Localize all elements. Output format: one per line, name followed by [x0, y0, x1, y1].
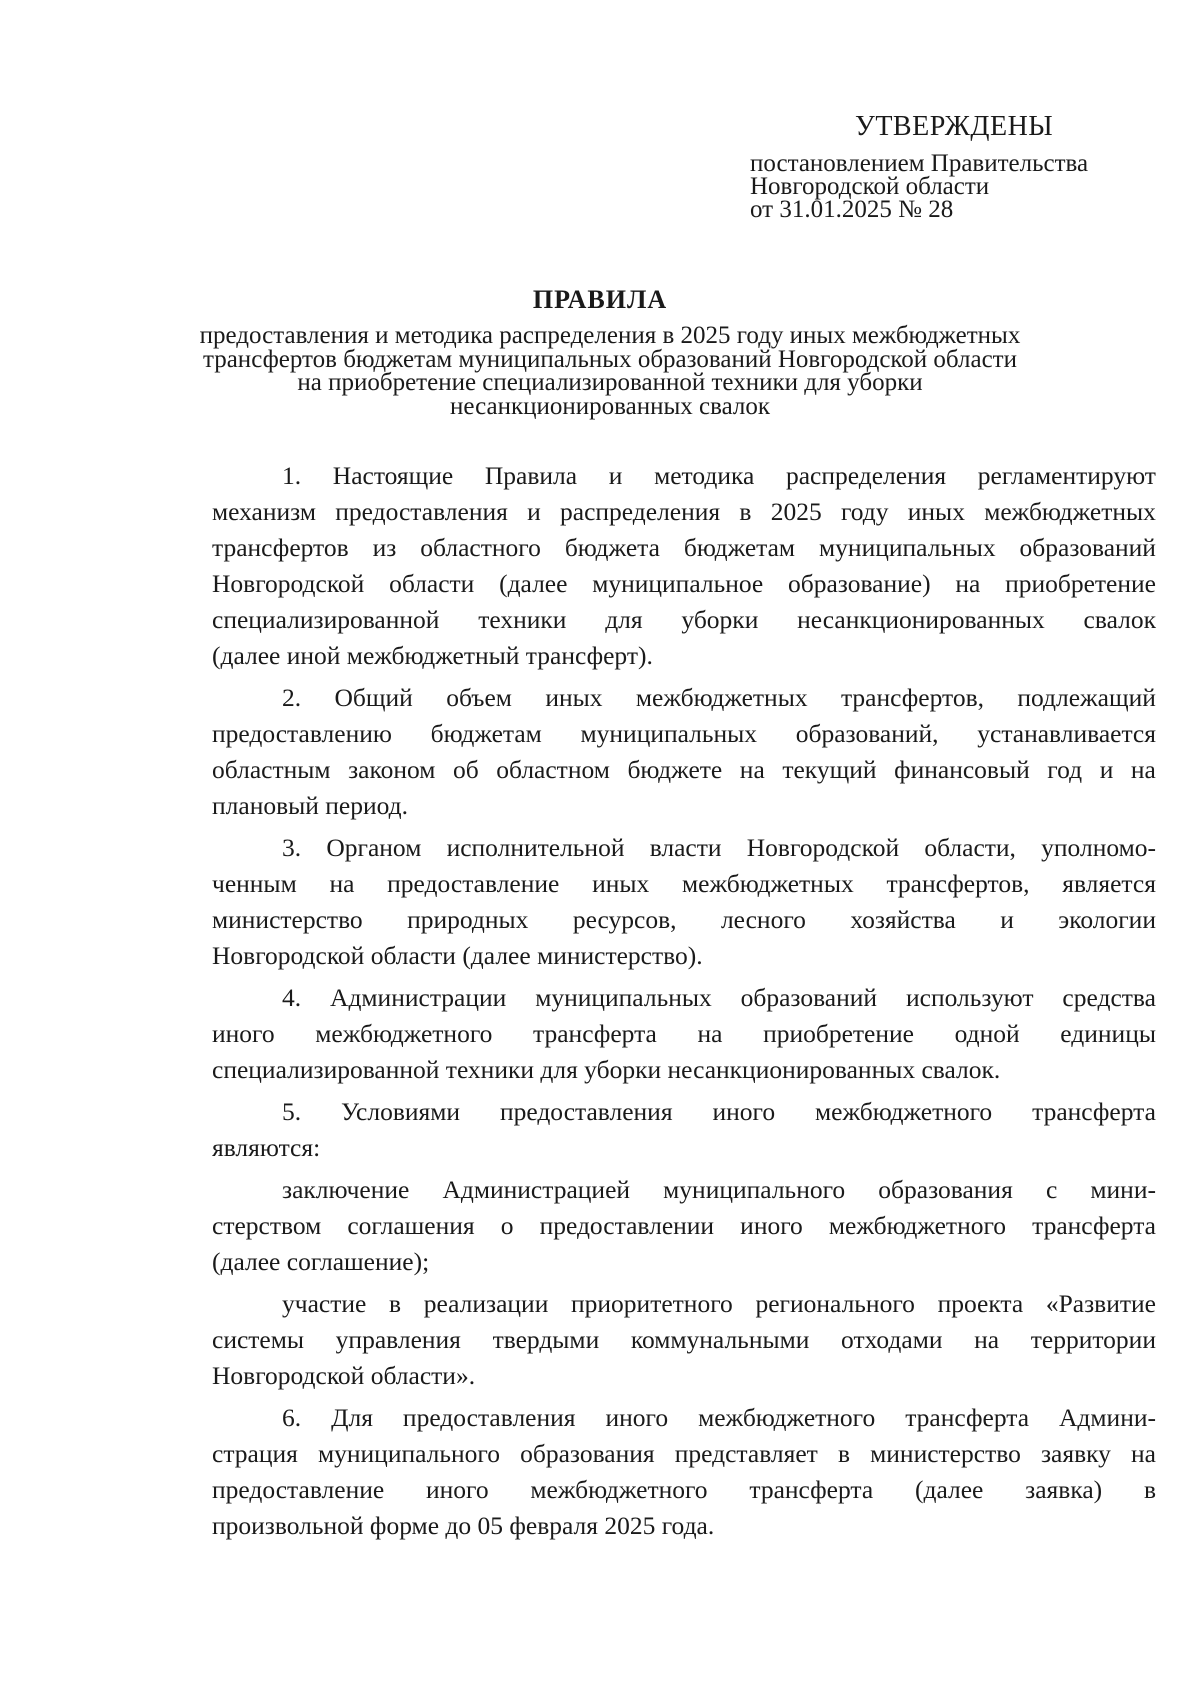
word: на: [329, 869, 355, 898]
word: и: [527, 497, 541, 526]
word: на: [739, 755, 765, 784]
document-subtitle: [180, 324, 1040, 418]
word: 5.: [282, 1097, 302, 1126]
word: твердыми: [492, 1325, 600, 1354]
word: соглашения: [347, 1211, 475, 1240]
paragraph-3: [212, 830, 1156, 974]
approval-title: УТВЕРЖДЕНЫ: [855, 111, 1054, 142]
word: бюджете: [627, 755, 723, 784]
word: коммунальными: [630, 1325, 810, 1354]
word: устанавливается: [977, 719, 1156, 748]
word: на: [974, 1325, 1000, 1354]
text-line: [212, 1094, 1156, 1130]
paragraph-5-condition-2: [212, 1286, 1156, 1394]
word: уборки: [681, 605, 759, 634]
word: приобретение: [1005, 569, 1156, 598]
word: Для: [331, 1403, 373, 1432]
word: ресурсов,: [572, 905, 677, 934]
word: образование): [788, 569, 931, 598]
word: механизм: [212, 497, 316, 526]
subtitle-line: несанкционированных свалок: [449, 392, 771, 420]
word: иного: [212, 1019, 275, 1048]
word: распределения: [560, 497, 721, 526]
word: в: [837, 1439, 851, 1468]
word: для: [605, 605, 643, 634]
word: заключение: [282, 1175, 410, 1204]
word: экологии: [1058, 905, 1156, 934]
word: предоставления: [335, 497, 508, 526]
text-line: [212, 602, 1156, 638]
word: образований: [1019, 533, 1156, 562]
text-line: [212, 1172, 1156, 1208]
text-line: являются:: [212, 1133, 321, 1162]
word: образований,: [795, 719, 939, 748]
word: иных: [907, 497, 965, 526]
word: предоставление: [387, 869, 560, 898]
word: на: [697, 1019, 723, 1048]
word: Правила: [484, 461, 578, 490]
word: год: [1047, 755, 1083, 784]
word: предоставлению: [212, 719, 392, 748]
subtitle-line: трансфертов бюджетам муниципальных образований Новгородской области: [202, 345, 1017, 373]
text-line: [212, 530, 1156, 566]
word: природных: [407, 905, 529, 934]
word: мини-: [1090, 1175, 1156, 1204]
text-line: [212, 716, 1156, 752]
text-line: [212, 566, 1156, 602]
text-line: [212, 1436, 1156, 1472]
word: объем: [446, 683, 512, 712]
text-line: Новгородской области».: [212, 1361, 476, 1390]
paragraph-5-condition-1: [212, 1172, 1156, 1280]
word: о: [500, 1211, 514, 1240]
word: областном: [496, 755, 610, 784]
word: трансферта: [905, 1403, 1030, 1432]
word: предоставления: [402, 1403, 576, 1432]
word: управления: [335, 1325, 461, 1354]
word: финансовый: [894, 755, 1030, 784]
word: Органом: [326, 833, 422, 862]
word: на: [1130, 755, 1156, 784]
word: и: [1000, 905, 1014, 934]
paragraph-5: [212, 1094, 1156, 1166]
subtitle-line: на приобретение специализированной техники для уборки: [297, 369, 923, 396]
word: межбюджетного: [530, 1475, 708, 1504]
text-line: произвольной форме до 05 февраля 2025 года.: [212, 1511, 715, 1540]
word: представляет: [674, 1439, 818, 1468]
word: межбюджетного: [315, 1019, 493, 1048]
word: бюджетам: [683, 533, 796, 562]
text-line: [212, 1472, 1156, 1508]
word: 4.: [282, 983, 302, 1012]
text-line: [212, 830, 1156, 866]
word: трансферта: [1032, 1211, 1156, 1240]
word: несанкционированных: [797, 605, 1045, 634]
word: в: [389, 1289, 402, 1318]
text-line: [212, 1322, 1156, 1358]
word: муниципального: [318, 1439, 500, 1468]
word: страция: [212, 1439, 298, 1468]
word: в: [1143, 1475, 1156, 1504]
word: и: [608, 461, 623, 490]
text-line: [212, 494, 1156, 530]
word: является: [1062, 869, 1156, 898]
text-line: [212, 1016, 1156, 1052]
word: межбюджетных: [682, 869, 854, 898]
word: 2025: [770, 497, 822, 526]
word: муниципальных: [535, 983, 712, 1012]
word: предоставления: [499, 1097, 673, 1126]
word: регламентируют: [977, 461, 1156, 490]
word: 2.: [282, 683, 302, 712]
word: области: [389, 569, 475, 598]
word: образования: [520, 1439, 655, 1468]
word: «Развитие: [1045, 1289, 1156, 1318]
word: году: [840, 497, 889, 526]
word: Общий: [334, 683, 413, 712]
word: уполномо-: [1041, 833, 1156, 862]
document-body: [212, 458, 1156, 1544]
word: Условиями: [341, 1097, 461, 1126]
text-line: [212, 1208, 1156, 1244]
text-line: [212, 680, 1156, 716]
word: межбюджетного: [815, 1097, 993, 1126]
word: бюджетам: [430, 719, 542, 748]
word: иного: [740, 1211, 803, 1240]
word: подлежащий: [1017, 683, 1156, 712]
word: Администрацией: [442, 1175, 631, 1204]
word: техники: [478, 605, 567, 634]
text-line: плановый период.: [212, 791, 409, 820]
word: законом: [348, 755, 436, 784]
word: об: [452, 755, 479, 784]
word: в: [739, 497, 752, 526]
word: Новгородской: [746, 833, 900, 862]
text-line: (далее соглашение);: [212, 1247, 430, 1276]
word: трансфертов: [212, 533, 349, 562]
word: приоритетного: [571, 1289, 733, 1318]
word: Новгородской: [212, 569, 365, 598]
word: муниципального: [663, 1175, 846, 1204]
text-line: [212, 980, 1156, 1016]
word: трансферта: [533, 1019, 657, 1048]
text-line: [212, 458, 1156, 494]
paragraph-2: [212, 680, 1156, 824]
word: области,: [924, 833, 1016, 862]
word: заявка): [1025, 1475, 1103, 1504]
word: реализации: [423, 1289, 549, 1318]
word: свалок: [1083, 605, 1156, 634]
word: Админи-: [1059, 1403, 1156, 1432]
word: межбюджетных: [984, 497, 1156, 526]
word: текущий: [782, 755, 877, 784]
word: одной: [954, 1019, 1020, 1048]
approval-details: [750, 152, 1170, 221]
text-line: (далее иной межбюджетный трансферт).: [212, 641, 653, 670]
word: областным: [212, 755, 331, 784]
word: (далее: [499, 569, 568, 598]
approval-stamp: [750, 110, 1170, 221]
word: лесного: [720, 905, 806, 934]
word: образования: [878, 1175, 1013, 1204]
paragraph-4: [212, 980, 1156, 1088]
word: средства: [1062, 983, 1156, 1012]
text-line: [212, 902, 1156, 938]
word: 3.: [282, 833, 302, 862]
word: трансферта: [1032, 1097, 1156, 1126]
word: ченным: [212, 869, 297, 898]
word: и: [1099, 755, 1114, 784]
word: территории: [1030, 1325, 1156, 1354]
word: отходами: [841, 1325, 943, 1354]
word: трансферта: [749, 1475, 874, 1504]
word: стерством: [212, 1211, 322, 1240]
text-line: Новгородской области (далее министерство).: [212, 941, 703, 970]
word: хозяйства: [850, 905, 956, 934]
word: областного: [420, 533, 541, 562]
word: бюджета: [564, 533, 660, 562]
word: методика: [654, 461, 755, 490]
word: распределения: [785, 461, 947, 490]
word: Настоящие: [332, 461, 454, 490]
word: специализированной: [212, 605, 440, 634]
word: предоставлении: [539, 1211, 715, 1240]
word: власти: [649, 833, 722, 862]
word: системы: [212, 1325, 305, 1354]
approval-line: Новгородской области: [750, 173, 990, 200]
word: проекта: [937, 1289, 1024, 1318]
word: единицы: [1060, 1019, 1156, 1048]
word: из: [372, 533, 397, 562]
word: с: [1045, 1175, 1058, 1204]
word: иного: [712, 1097, 776, 1126]
word: Администрации: [330, 983, 507, 1012]
word: муниципальное: [592, 569, 764, 598]
word: министерство: [212, 905, 363, 934]
approval-line: постановлением Правительства: [750, 150, 1089, 177]
word: иных: [592, 869, 650, 898]
text-line: [212, 1286, 1156, 1322]
word: образований: [740, 983, 878, 1012]
text-line: специализированной техники для уборки несанкционированных свалок.: [212, 1055, 1001, 1084]
word: исполнительной: [446, 833, 625, 862]
word: иных: [545, 683, 603, 712]
word: трансфертов,: [840, 683, 984, 712]
word: 1.: [282, 461, 302, 490]
word: иного: [605, 1403, 669, 1432]
word: приобретение: [763, 1019, 914, 1048]
word: муниципальных: [580, 719, 758, 748]
paragraph-1: [212, 458, 1156, 674]
text-line: [212, 866, 1156, 902]
word: регионального: [755, 1289, 915, 1318]
word: участие: [282, 1289, 367, 1318]
word: заявку: [1040, 1439, 1111, 1468]
word: межбюджетного: [698, 1403, 876, 1432]
word: муниципальных: [819, 533, 996, 562]
document-title: ПРАВИЛА: [532, 285, 668, 314]
word: трансфертов,: [886, 869, 1030, 898]
word: межбюджетных: [635, 683, 808, 712]
word: иного: [425, 1475, 489, 1504]
text-line: [212, 1400, 1156, 1436]
word: (далее: [914, 1475, 984, 1504]
subtitle-line: предоставления и методика распределения в 2025 году иных межбюджетных: [199, 322, 1021, 349]
word: межбюджетного: [828, 1211, 1007, 1240]
paragraph-6: [212, 1400, 1156, 1544]
word: 6.: [282, 1403, 302, 1432]
word: на: [955, 569, 981, 598]
approval-line: от 31.01.2025 № 28: [750, 196, 954, 223]
word: министерство: [870, 1439, 1021, 1468]
word: используют: [905, 983, 1034, 1012]
word: предоставление: [212, 1475, 385, 1504]
text-line: [212, 752, 1156, 788]
word: на: [1131, 1439, 1156, 1468]
